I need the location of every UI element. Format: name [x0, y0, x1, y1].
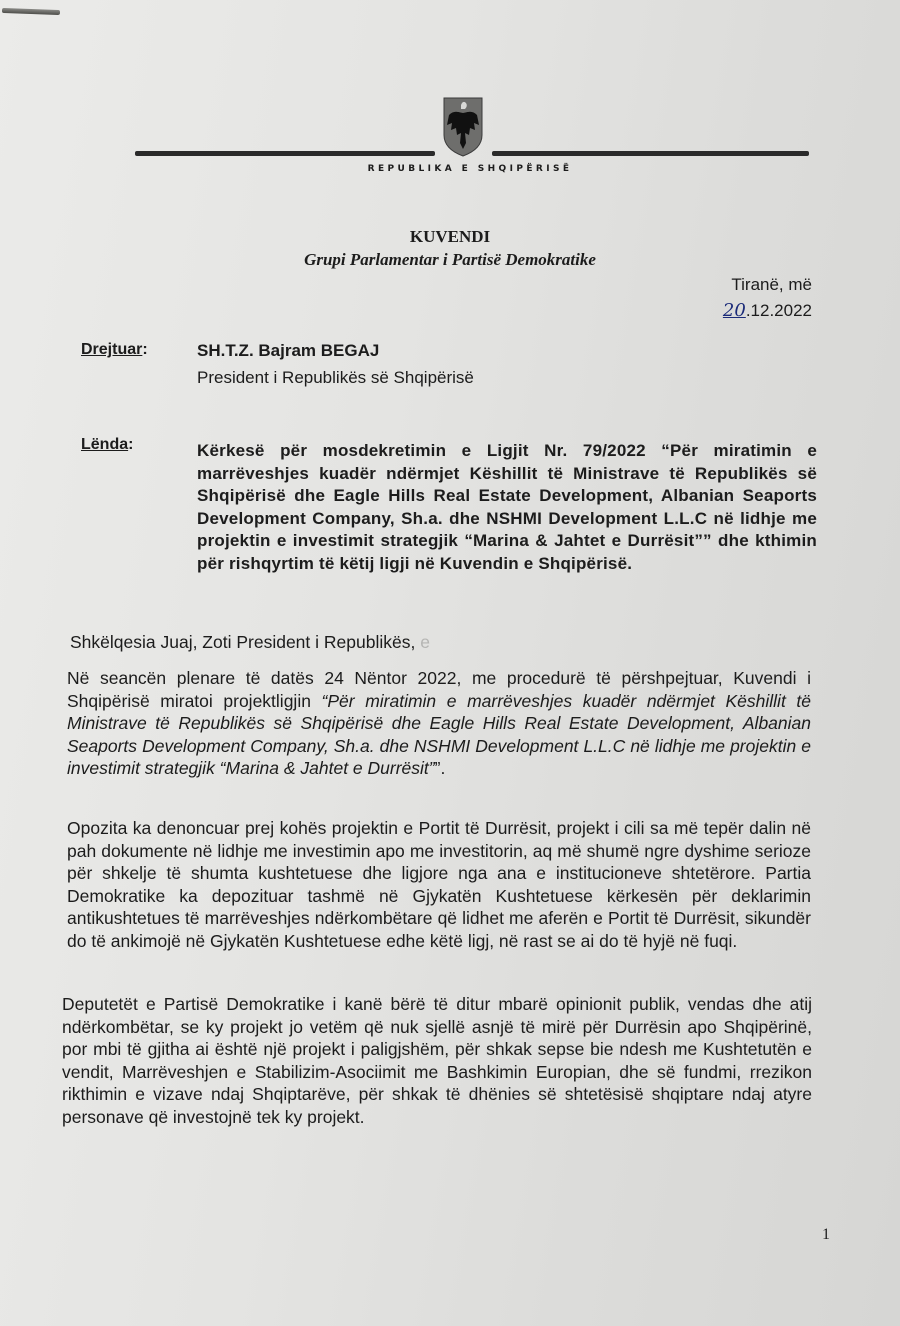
country-heading: REPUBLIKA E SHQIPËRISË: [367, 164, 573, 174]
addressee-name: SH.T.Z. Bajram BEGAJ: [197, 341, 380, 360]
place-label: Tiranë, më: [731, 275, 812, 294]
greeting: [70, 632, 430, 653]
colon: :: [142, 341, 148, 358]
addressee-title: President i Republikës së Shqipërisë: [197, 368, 474, 387]
coat-of-arms-icon: [443, 97, 483, 157]
staple-icon: [2, 8, 60, 15]
paragraph-1-law-title: “Për miratimin e marrëveshjes kuadër ndërmjet Këshillit të Ministrave të Republikës së Shqipërisë dhe Eagle Hills Real Estate Development, Albanian Seaports Development Company, Sh.a. dhe NSHMI Development L.L.C në lidhje me projektin e investimit strategjik “Marina & Jahtet e Durrësit”: [67, 690, 811, 778]
subject-text: Kërkesë për mosdekretimin e Ligjit Nr. 79/2022 “Për miratimin e marrëveshjes kuadër ndërmjet Këshillit të Ministrave të Republikës së Shqipërisë dhe Eagle Hills Real Estate Development, Albanian Seaports Development Company, Sh.a. dhe NSHMI Development L.L.C në lidhje me projektin e investimit strategjik “Marina & Jahtet e Durrësit”” dhe kthimin për rishqyrtim të këtij ligji në Kuvendin e Shqipërisë.: [197, 441, 817, 573]
date-month-year: .12.2022: [745, 301, 812, 320]
paragraph-1-intro: Në seancën plenare të datës 24 Nëntor 2022, me procedurë të përshpejtuar, Kuvendi i Shqipërisë miratoi projektligjin: [67, 668, 811, 711]
subject-label: Lënda: [81, 436, 129, 453]
group-heading: Grupi Parlamentar i Partisë Demokratike: [304, 250, 596, 269]
addressee-label: Drejtuar: [81, 341, 143, 358]
subject-label-row: [81, 436, 133, 454]
date: [723, 300, 812, 321]
greeting-text: Shkëlqesia Juaj, Zoti President i Republikës,: [70, 632, 416, 652]
paragraph-1-end: ”.: [434, 758, 446, 778]
paragraph-3: Deputetët e Partisë Demokratike i kanë bërë të ditur mbarë opinionit publik, vendas dhe atij ndërkombëtar, se ky projekt jo vetëm që nuk sjellë asnjë të mirë për Durrësin apo Shqipërinë, por mbi të gjitha ai është një projekt i paligjshëm, për shkak sepse bie ndesh me Kushtetutën e vendit, Marrëveshjen e Stabilizim-Asociimit me Bashkimin Europian, dhe së fundmi, rrezikon rikthimin e vizave ndaj Shqiptarëve, për shkak të dhënies së shtetësisë shqiptare ndaj atyre personave që investojnë tek ky projekt.: [62, 994, 812, 1127]
colon: :: [128, 436, 134, 453]
addressee-label-row: [81, 341, 148, 359]
letterhead-rule-left: [135, 151, 435, 156]
institution-heading: KUVENDI: [409, 227, 491, 246]
handwritten-day: 20: [722, 300, 746, 321]
letterhead-rule-right: [492, 151, 809, 156]
stray-mark: e: [420, 632, 430, 652]
paragraph-2: Opozita ka denoncuar prej kohës projektin e Portit të Durrësit, projekt i cili sa më tepër dalin në pah dokumente në lidhje me investimin apo me investitorin, aq më shumë ngre dyshime serioze për shkelje të shumta kushtetuese dhe ligjore nga ana e institucioneve shtetërore. Partia Demokratike ka depozituar tashmë në Gjykatën Kushtetuese kërkesën për deklarimin antikushtetues të marrëveshjes ndërkombëtare që lidhet me aferën e Portit të Durrësit, sikundër do të ankimojë në Gjykatën Kushtetuese edhe këtë ligj, në rast se ai do të hyjë në fuqi.: [67, 818, 811, 951]
paragraph-1: [67, 667, 811, 780]
page-number: 1: [822, 1226, 830, 1243]
